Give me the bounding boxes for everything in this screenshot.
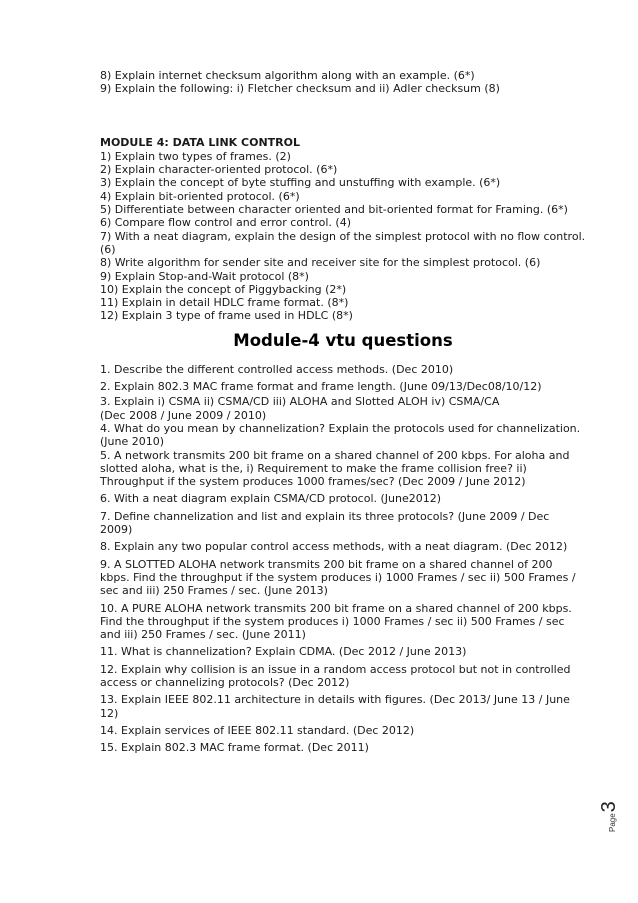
- vtu-question: 2. Explain 802.3 MAC frame format and frame length. (June 09/13/Dec08/10/12): [100, 380, 542, 394]
- vtu-question: 10. A PURE ALOHA network transmits 200 bit frame on a shared channel of 200 kbps. Find the throughput if the system produces i) 1000 Frames / sec ii) 500 Frames / sec and iii) 250 Frames / sec. (June 2011): [100, 601, 572, 642]
- section-heading: Module-4 vtu questions: [233, 330, 453, 350]
- question-line: 7) With a neat diagram, explain the design of the simplest protocol with no flow control. (6): [100, 229, 589, 256]
- module-question-list: [100, 149, 589, 323]
- module-title: MODULE 4: DATA LINK CONTROL: [100, 135, 301, 149]
- question-line: 4) Explain bit-oriented protocol. (6*): [100, 189, 300, 203]
- question-line: 11) Explain in detail HDLC frame format. (8*): [100, 296, 349, 310]
- question-line: 5) Differentiate between character oriented and bit-oriented format for Framing. (6*): [100, 203, 568, 217]
- page-label: Page: [608, 813, 617, 832]
- question-line: 2) Explain character-oriented protocol. (6*): [100, 163, 338, 177]
- vtu-question: 3. Explain i) CSMA ii) CSMA/CD iii) ALOHA and Slotted ALOH iv) CSMA/CA (Dec 2008 / June 2009 / 2010) 4. What do you mean by channelization? Explain the protocols used for channelization. (June 2010) 5. A network transmits 200 bit frame on a shared channel of 200 kbps. For aloha and slotted aloha, what is the, i) Requirement to make the frame collision free? ii) Throughput if the system produces 1000 frames/sec? (Dec 2009 / June 2012): [100, 395, 581, 489]
- vtu-question: 14. Explain services of IEEE 802.11 standard. (Dec 2012): [100, 723, 415, 737]
- page-number: [598, 786, 628, 832]
- vtu-question-list: [100, 363, 586, 755]
- question-line: 10) Explain the concept of Piggybacking (2*): [100, 282, 347, 296]
- question-line: 9) Explain the following: i) Fletcher checksum and ii) Adler checksum (8): [100, 82, 500, 96]
- vtu-question: 1. Describe the different controlled access methods. (Dec 2010): [100, 362, 454, 376]
- spacer: [100, 96, 586, 136]
- document-page: [100, 69, 589, 758]
- question-line: 8) Write algorithm for sender site and receiver site for the simplest protocol. (6): [100, 256, 541, 270]
- vtu-question: 15. Explain 802.3 MAC frame format. (Dec 2011): [100, 741, 369, 755]
- question-line: 12) Explain 3 type of frame used in HDLC (8*): [100, 309, 353, 323]
- question-line: 9) Explain Stop-and-Wait protocol (8*): [100, 269, 309, 283]
- question-line: 8) Explain internet checksum algorithm along with an example. (6*): [100, 69, 475, 82]
- vtu-question: 8. Explain any two popular control access methods, with a neat diagram. (Dec 2012): [100, 540, 568, 554]
- question-line: 1) Explain two types of frames. (2): [100, 149, 291, 163]
- vtu-question: 7. Define channelization and list and explain its three protocols? (June 2009 / Dec 2009): [100, 509, 550, 537]
- question-line: 3) Explain the concept of byte stuffing and unstuffing with example. (6*): [100, 176, 501, 190]
- vtu-question: 13. Explain IEEE 802.11 architecture in details with figures. (Dec 2013/ June 13 / June 12): [100, 693, 570, 720]
- page-number-value: 3: [598, 801, 620, 813]
- question-line: 6) Compare flow control and error control. (4): [100, 216, 351, 230]
- vtu-question: 11. What is channelization? Explain CDMA. (Dec 2012 / June 2013): [100, 645, 467, 659]
- vtu-question: 12. Explain why collision is an issue in a random access protocol but not in controlled access or channelizing protocols? (Dec 2012): [100, 662, 571, 689]
- vtu-question: 9. A SLOTTED ALOHA network transmits 200 bit frame on a shared channel of 200 kbps. Find the throughput if the system produces i) 1000 Frames / sec ii) 500 Frames / sec and iii) 250 Frames / sec. (June 2013): [100, 557, 576, 598]
- vtu-question: 6. With a neat diagram explain CSMA/CD protocol. (June2012): [100, 492, 442, 506]
